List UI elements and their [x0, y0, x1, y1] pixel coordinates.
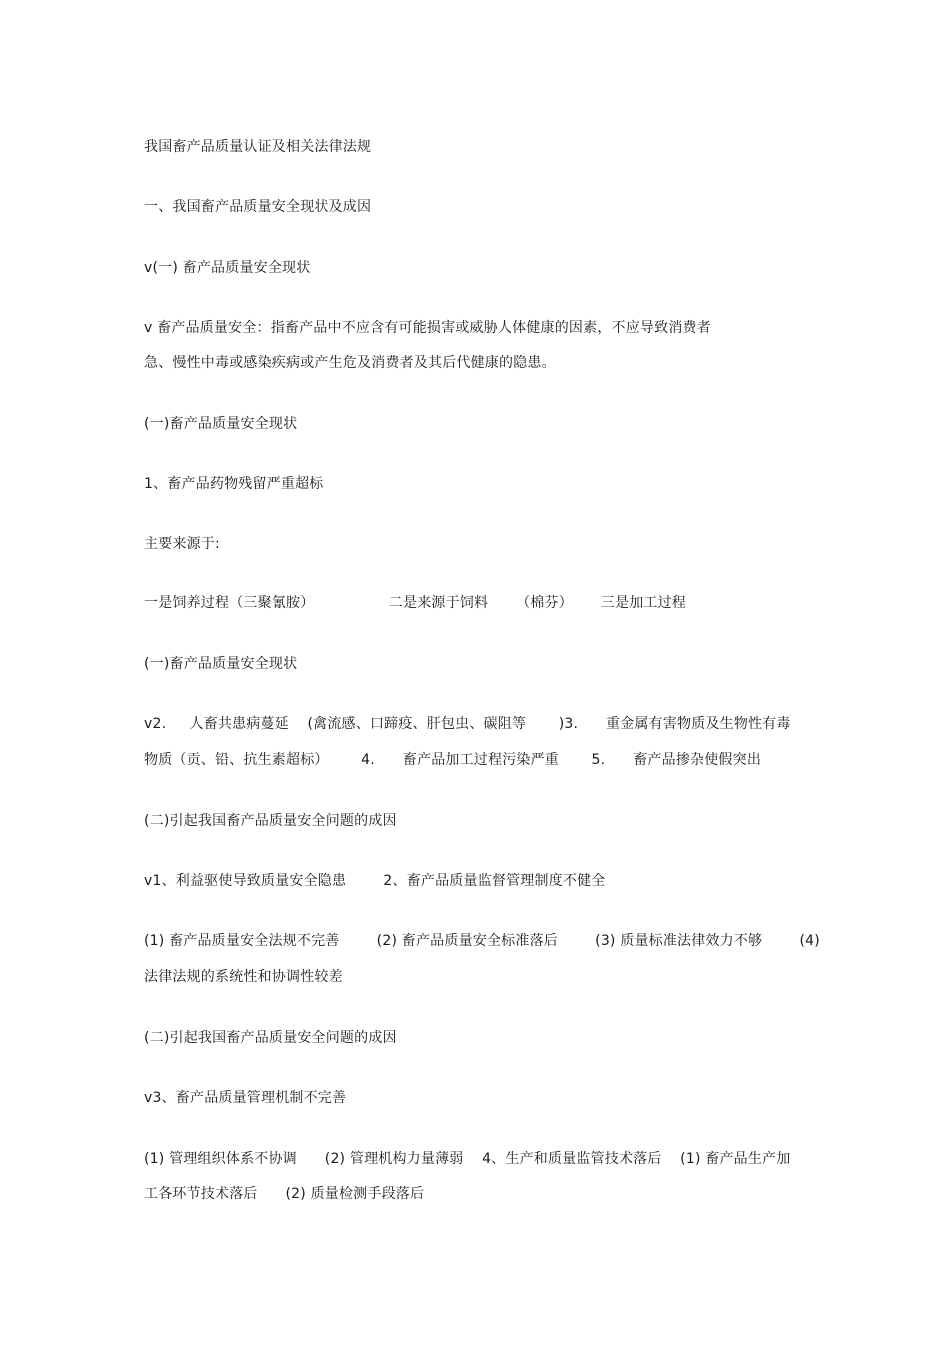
paragraph-line: v2. 人畜共患病蔓延 (禽流感、口蹄疫、肝包虫、碳阻等 )3. 重金属有害物质及生物性有毒: [144, 716, 791, 732]
subsection-heading: (一)畜产品质量安全现状: [144, 656, 298, 672]
paragraph-line: 工各环节技术落后 (2) 质量检测手段落后: [144, 1186, 425, 1202]
paragraph-line: 一是饲养过程（三聚氰胺） 二是来源于饲料 （棉芬） 三是加工过程: [144, 595, 687, 611]
paragraph-line: 1、畜产品药物残留严重超标: [144, 476, 324, 492]
paragraph-line: v3、畜产品质量管理机制不完善: [144, 1090, 347, 1106]
paragraph-line: (1) 畜产品质量安全法规不完善 (2) 畜产品质量安全标准落后 (3) 质量标准法律效力不够 (4): [144, 933, 820, 949]
paragraph-line: 急、慢性中毒或感染疾病或产生危及消费者及其后代健康的隐患。: [144, 355, 556, 371]
subsection-heading: (一)畜产品质量安全现状: [144, 416, 298, 432]
subsection-heading: (二)引起我国畜产品质量安全问题的成因: [144, 1030, 397, 1046]
section-heading: 一、我国畜产品质量安全现状及成因: [144, 199, 372, 215]
paragraph-line: 物质（贡、铅、抗生素超标） 4. 畜产品加工过程污染严重 5. 畜产品掺杂使假突出: [144, 752, 762, 768]
paragraph-line: 法律法规的系统性和协调性较差: [144, 969, 343, 985]
paragraph-line: v 畜产品质量安全：指畜产品中不应含有可能损害或威胁人体健康的因素，不应导致消费者: [144, 320, 711, 336]
paragraph-line: 主要来源于:: [144, 536, 220, 552]
subsection-heading: (二)引起我国畜产品质量安全问题的成因: [144, 813, 397, 829]
document-title: 我国畜产品质量认证及相关法律法规: [144, 139, 372, 155]
subsection-heading: v(一) 畜产品质量安全现状: [144, 260, 311, 276]
paragraph-line: (1) 管理组织体系不协调 (2) 管理机构力量薄弱 4、生产和质量监管技术落后 (1) 畜产品生产加: [144, 1151, 791, 1167]
paragraph-line: v1、利益驱使导致质量安全隐患 2、畜产品质量监督管理制度不健全: [144, 873, 606, 889]
